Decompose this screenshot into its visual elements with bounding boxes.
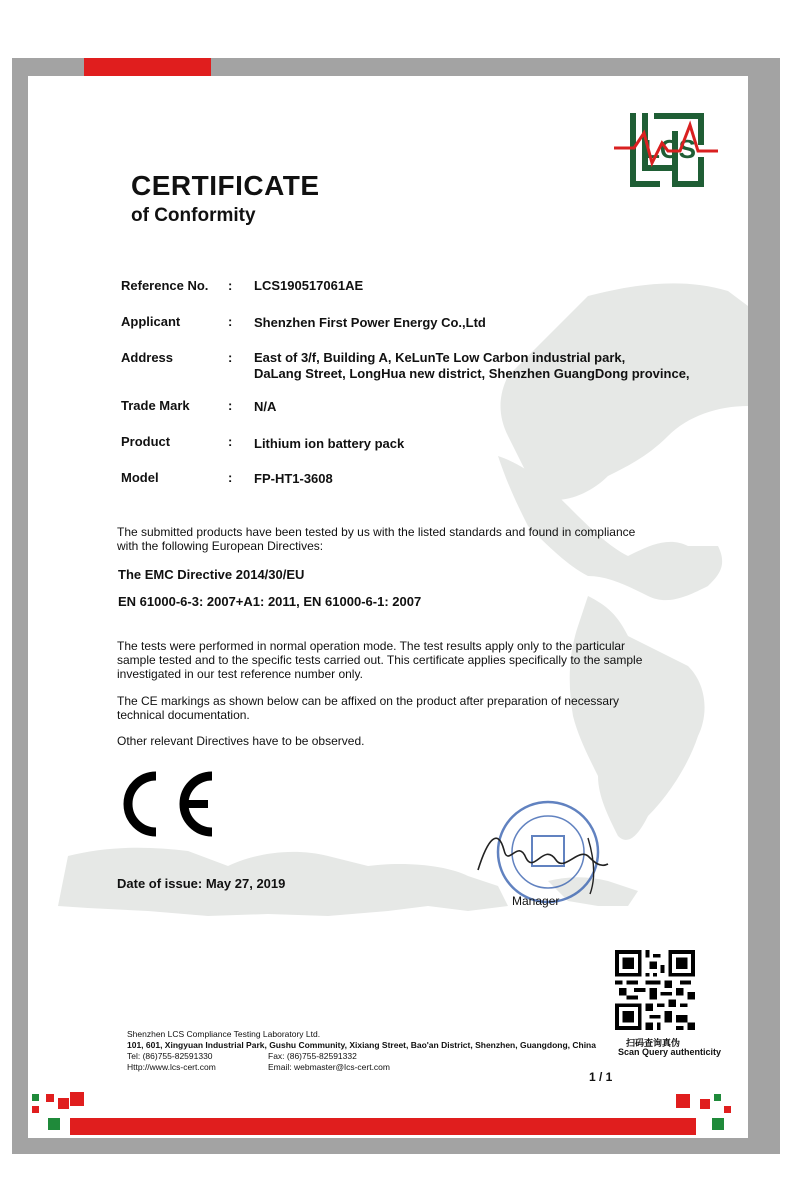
field-label-reference: Reference No.	[121, 278, 209, 293]
field-value-model: FP-HT1-3608	[254, 471, 333, 486]
qr-caption-chinese: 扫码查询真伪	[626, 1038, 681, 1048]
tests-line-2: sample tested and to the specific tests carried out. This certificate applies specifically to the sample	[117, 653, 643, 667]
signature-role: Manager	[512, 894, 560, 908]
ce-line-2: technical documentation.	[117, 708, 250, 722]
field-value-trademark: N/A	[254, 399, 277, 414]
certificate-subtitle: of Conformity	[131, 205, 256, 226]
logo-text: LCS	[644, 134, 696, 164]
footer-address: 101, 601, Xingyuan Industrial Park, Gushu Community, Xixiang Street, Bao'an District, Shenzhen, Guangdong, China	[127, 1040, 596, 1050]
tests-line-3: investigated in our test reference number only.	[117, 667, 363, 681]
field-colon: :	[228, 314, 233, 329]
field-colon: :	[228, 350, 233, 365]
field-label-applicant: Applicant	[121, 314, 181, 329]
tests-line-1: The tests were performed in normal operation mode. The test results apply only to the particular	[117, 639, 626, 653]
field-label-address: Address	[121, 350, 174, 365]
top-red-bar	[84, 58, 211, 76]
footer-tel: Tel: (86)755-82591330	[127, 1051, 213, 1061]
date-of-issue: Date of issue: May 27, 2019	[117, 876, 286, 891]
field-colon: :	[228, 470, 233, 485]
footer-website[interactable]: Http://www.lcs-cert.com	[127, 1062, 216, 1072]
field-value-applicant: Shenzhen First Power Energy Co.,Ltd	[254, 315, 486, 330]
directive: The EMC Directive 2014/30/EU	[118, 567, 305, 582]
other-directives: Other relevant Directives have to be observed.	[117, 734, 365, 748]
ce-mark	[116, 768, 218, 840]
field-label-product: Product	[121, 434, 171, 449]
field-label-trademark: Trade Mark	[121, 398, 190, 413]
field-value-address-line1: East of 3/f, Building A, KeLunTe Low Carbon industrial park,	[254, 350, 626, 365]
lcs-logo	[614, 111, 718, 191]
certificate-title: CERTIFICATE	[131, 170, 320, 201]
standards: EN 61000-6-3: 2007+A1: 2011, EN 61000-6-1: 2007	[118, 594, 422, 609]
intro-line-1: The submitted products have been tested by us with the listed standards and found in compliance	[117, 525, 636, 539]
qr-code	[614, 950, 696, 1030]
footer-email[interactable]: Email: webmaster@lcs-cert.com	[268, 1062, 390, 1072]
ce-line-1: The CE markings as shown below can be affixed on the product after preparation of necessary	[117, 694, 620, 708]
field-value-reference: LCS190517061AE	[254, 278, 364, 293]
footer-fax: Fax: (86)755-82591332	[268, 1051, 357, 1061]
field-value-address-line2: DaLang Street, LongHua new district, Shenzhen GuangDong province,	[254, 366, 690, 381]
page-number: 1 / 1	[589, 1070, 613, 1084]
field-colon: :	[228, 434, 233, 449]
field-label-model: Model	[121, 470, 159, 485]
footer-lab-name: Shenzhen LCS Compliance Testing Laboratory Ltd.	[127, 1029, 321, 1039]
bottom-red-bar	[70, 1118, 696, 1135]
field-colon: :	[228, 278, 233, 293]
field-colon: :	[228, 398, 233, 413]
field-value-product: Lithium ion battery pack	[254, 436, 405, 451]
qr-caption-english: Scan Query authenticity	[618, 1047, 722, 1057]
intro-line-2: with the following European Directives:	[117, 539, 324, 553]
